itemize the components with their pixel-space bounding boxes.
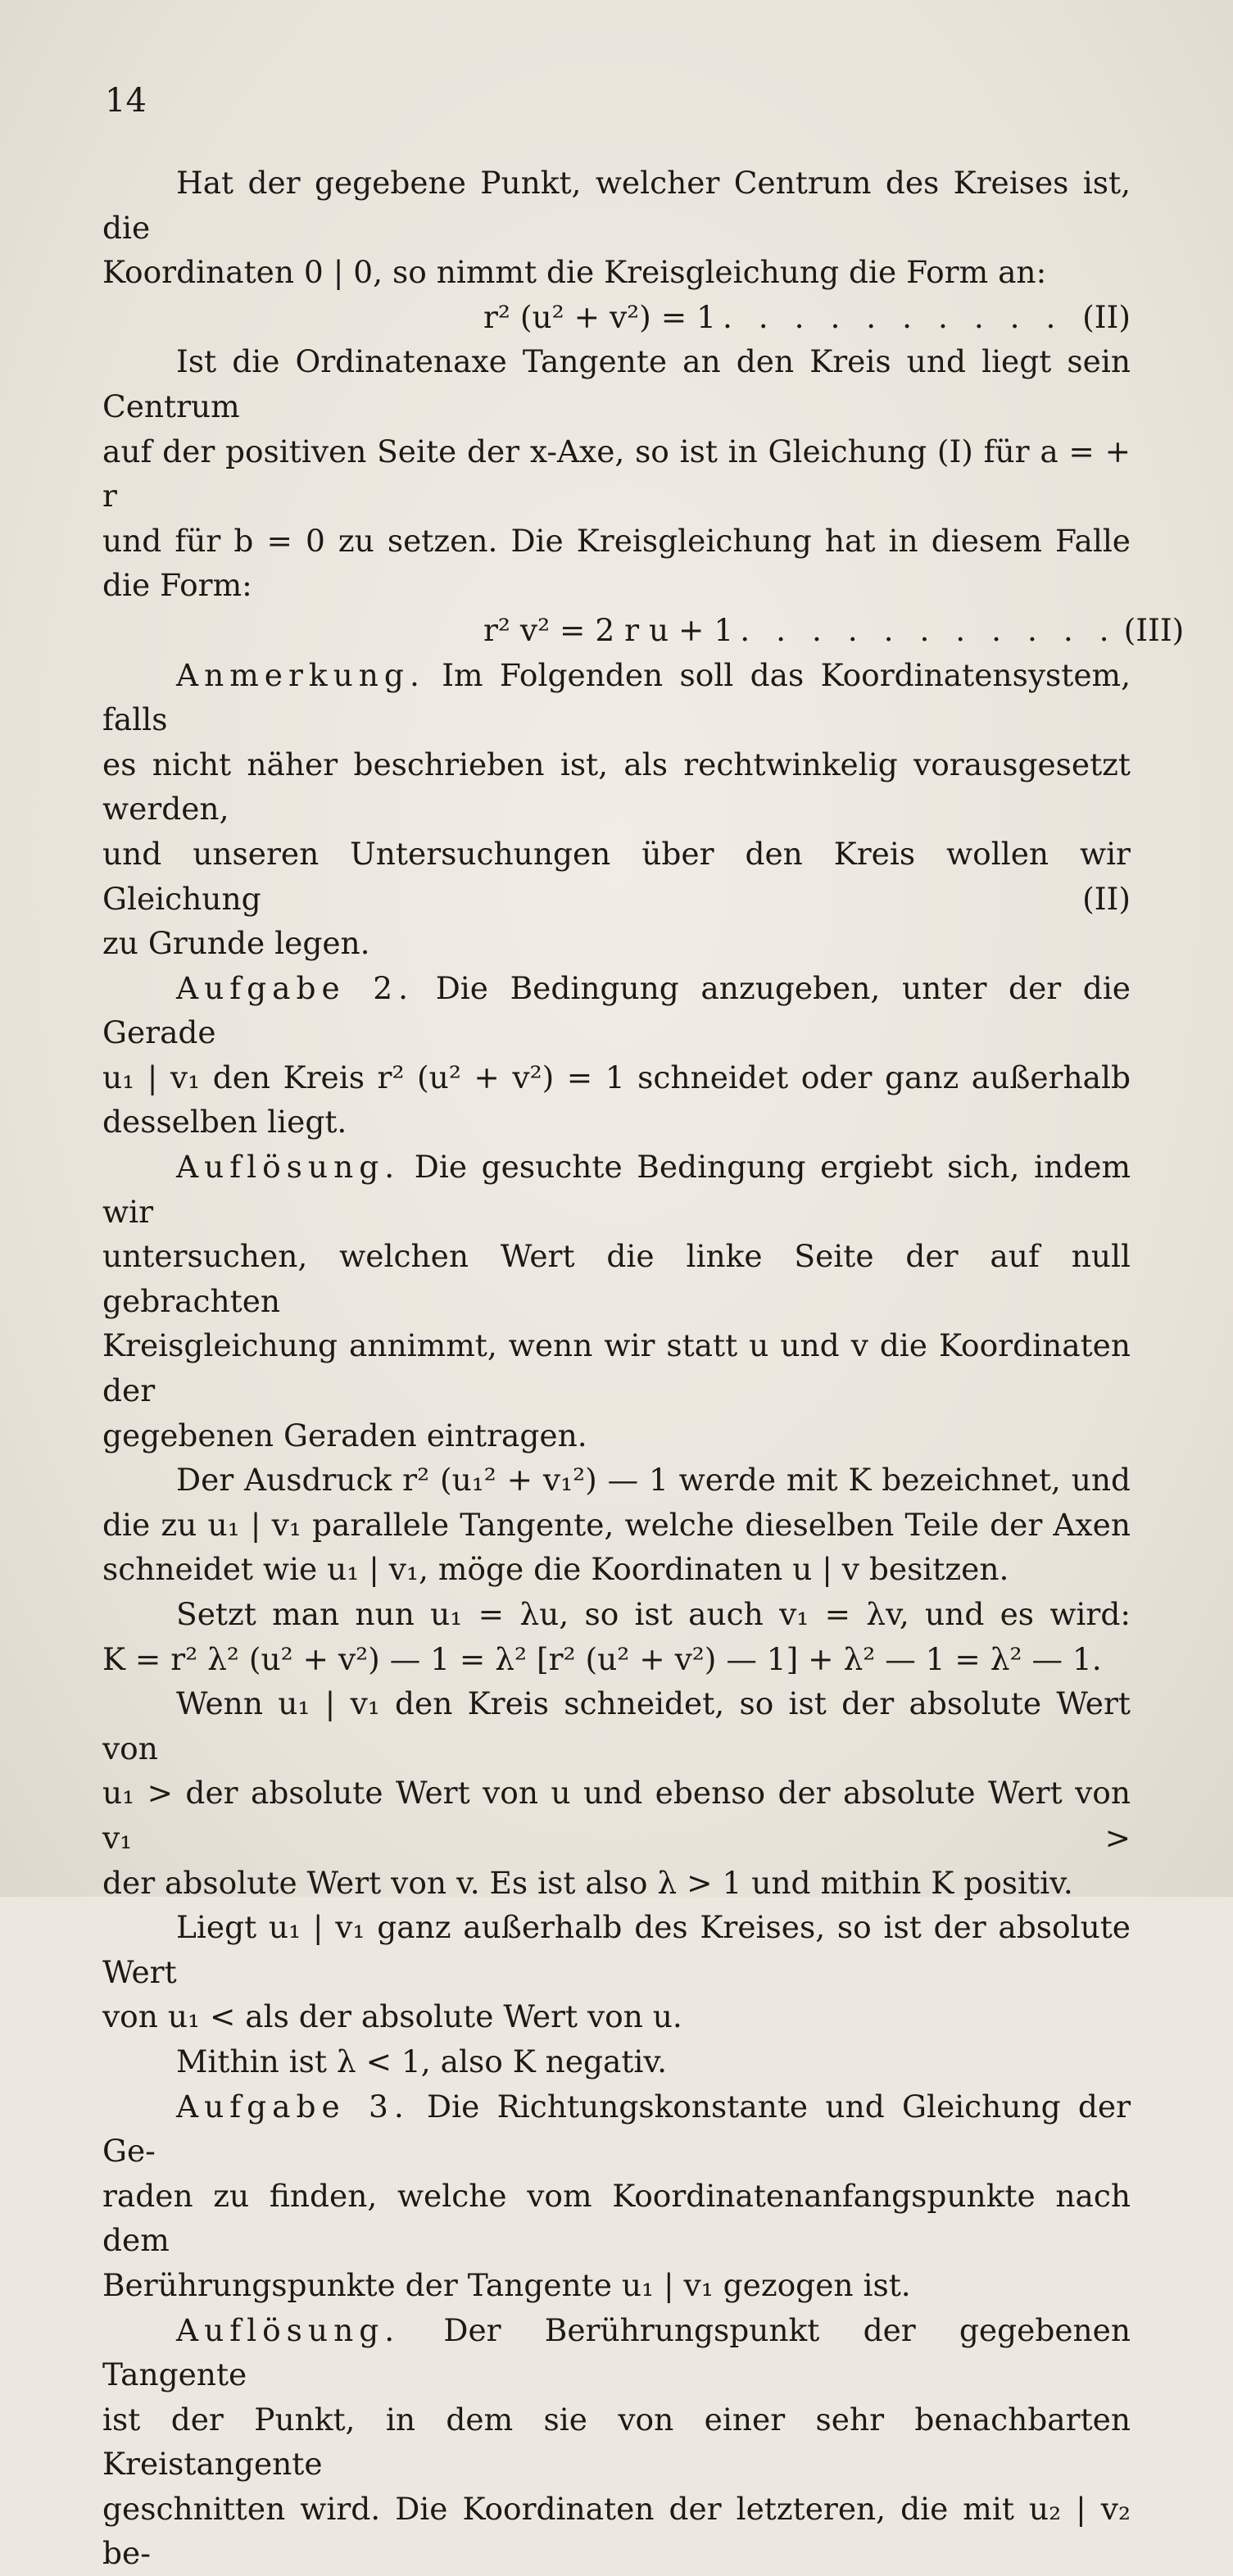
paragraph-line: und für b = 0 zu setzen. Die Kreisgleichung hat in diesem Falle: [102, 522, 1131, 559]
paragraph-line: Aufgabe 2. Die Bedingung anzugeben, unter der die Gerade: [102, 969, 1131, 1051]
equation-formula: r² v² = 2 r u + 1: [483, 611, 734, 648]
paragraph-line: der absolute Wert von v. Es ist also λ > 1 und mithin K positiv.: [102, 1864, 1073, 1901]
paragraph-line: schneidet wie u₁ | v₁, möge die Koordinaten u | v besitzen.: [102, 1551, 1009, 1588]
paragraph-line: raden zu finden, welche vom Koordinatenanfangspunkte nach dem: [102, 2177, 1131, 2259]
paragraph-line: Der Ausdruck r² (u₁² + v₁²) — 1 werde mit K bezeichnet, und: [176, 1462, 1131, 1499]
paragraph-line: u₁ | v₁ den Kreis r² (u² + v²) = 1 schneidet oder ganz außerhalb: [102, 1059, 1131, 1095]
equation-dots: . . . . . . . . . .: [722, 298, 1064, 335]
equation-number: (II): [1082, 298, 1131, 335]
paragraph-line: Mithin ist λ < 1, also K negativ.: [176, 2043, 668, 2079]
paragraph-line: es nicht näher beschrieben ist, als rechtwinkelig vorausgesetzt werden,: [102, 746, 1131, 828]
paragraph-line: von u₁ < als der absolute Wert von u.: [102, 1998, 682, 2035]
section-label: Aufgabe 2.: [176, 969, 415, 1006]
section-label: Auflösung.: [176, 2311, 401, 2348]
paragraph-line: zu Grunde legen.: [102, 925, 370, 962]
paragraph-line: und unseren Untersuchungen über den Kreis wollen wir Gleichung (II): [102, 835, 1131, 917]
paragraph-line: Koordinaten 0 | 0, so nimmt die Kreisgleichung die Form an:: [102, 254, 1047, 291]
equation-k: [102, 1637, 1131, 1682]
paragraph-line: Liegt u₁ | v₁ ganz außerhalb des Kreises, so ist der absolute Wert: [102, 1909, 1131, 1990]
paragraph-line: Auflösung. Die gesuchte Bedingung ergiebt sich, indem wir: [102, 1149, 1131, 1230]
paragraph-line: die zu u₁ | v₁ parallele Tangente, welche dieselben Teile der Axen: [102, 1506, 1131, 1543]
page-number: 14: [105, 82, 147, 120]
equation-formula: K = r² λ² (u² + v²) — 1 = λ² [r² (u² + v²) — 1] + λ² — 1 = λ² — 1.: [102, 1640, 1102, 1677]
section-label: Aufgabe 3.: [176, 2088, 410, 2125]
equation-dots: . . . . . . . . . . .: [740, 611, 1117, 648]
paragraph-line: Anmerkung. Im Folgenden soll das Koordinatensystem, falls: [102, 656, 1131, 738]
paragraph-line: u₁ > der absolute Wert von u und ebenso der absolute Wert von v₁ >: [102, 1775, 1131, 1856]
paragraph-line: Auflösung. Der Berührungspunkt der gegebenen Tangente: [102, 2311, 1131, 2393]
paragraph-line: Kreisgleichung annimmt, wenn wir statt u und v die Koordinaten der: [102, 1327, 1131, 1409]
paragraph-line: Wenn u₁ | v₁ den Kreis schneidet, so ist der absolute Wert von: [102, 1685, 1131, 1766]
paragraph-line: untersuchen, welchen Wert die linke Seite der auf null gebrachten: [102, 1238, 1131, 1319]
paragraph-line: desselben liegt.: [102, 1104, 347, 1141]
section-label: Auflösung.: [176, 1149, 401, 1186]
paragraph-line: auf der positiven Seite der x-Axe, so ist in Gleichung (I) für a = + r: [102, 433, 1131, 515]
equation-iii: [102, 608, 1185, 653]
paragraph-line: Berührungspunkte der Tangente u₁ | v₁ gezogen ist.: [102, 2266, 911, 2303]
paragraph-line: die Form:: [102, 567, 252, 604]
paragraph-line: Ist die Ordinatenaxe Tangente an den Kreis und liegt sein Centrum: [102, 343, 1131, 424]
paragraph-line: geschnitten wird. Die Koordinaten der letzteren, die mit u₂ | v₂ be-: [102, 2490, 1131, 2572]
paragraph-line: Setzt man nun u₁ = λu, so ist auch v₁ = λv, und es wird:: [176, 1596, 1131, 1632]
equation-formula: r² (u² + v²) = 1: [483, 298, 716, 335]
equation-ii: [102, 295, 1131, 340]
paragraph-line: Hat der gegebene Punkt, welcher Centrum des Kreises ist, die: [102, 165, 1131, 246]
page-text: [102, 161, 1185, 2576]
paragraph-line: ist der Punkt, in dem sie von einer sehr benachbarten Kreistangente: [102, 2401, 1131, 2483]
paragraph-line: Aufgabe 3. Die Richtungskonstante und Gleichung der Ge-: [102, 2088, 1131, 2170]
section-label: Anmerkung.: [176, 656, 425, 693]
paragraph-line: gegebenen Geraden eintragen.: [102, 1417, 587, 1454]
equation-number: (III): [1123, 611, 1185, 648]
